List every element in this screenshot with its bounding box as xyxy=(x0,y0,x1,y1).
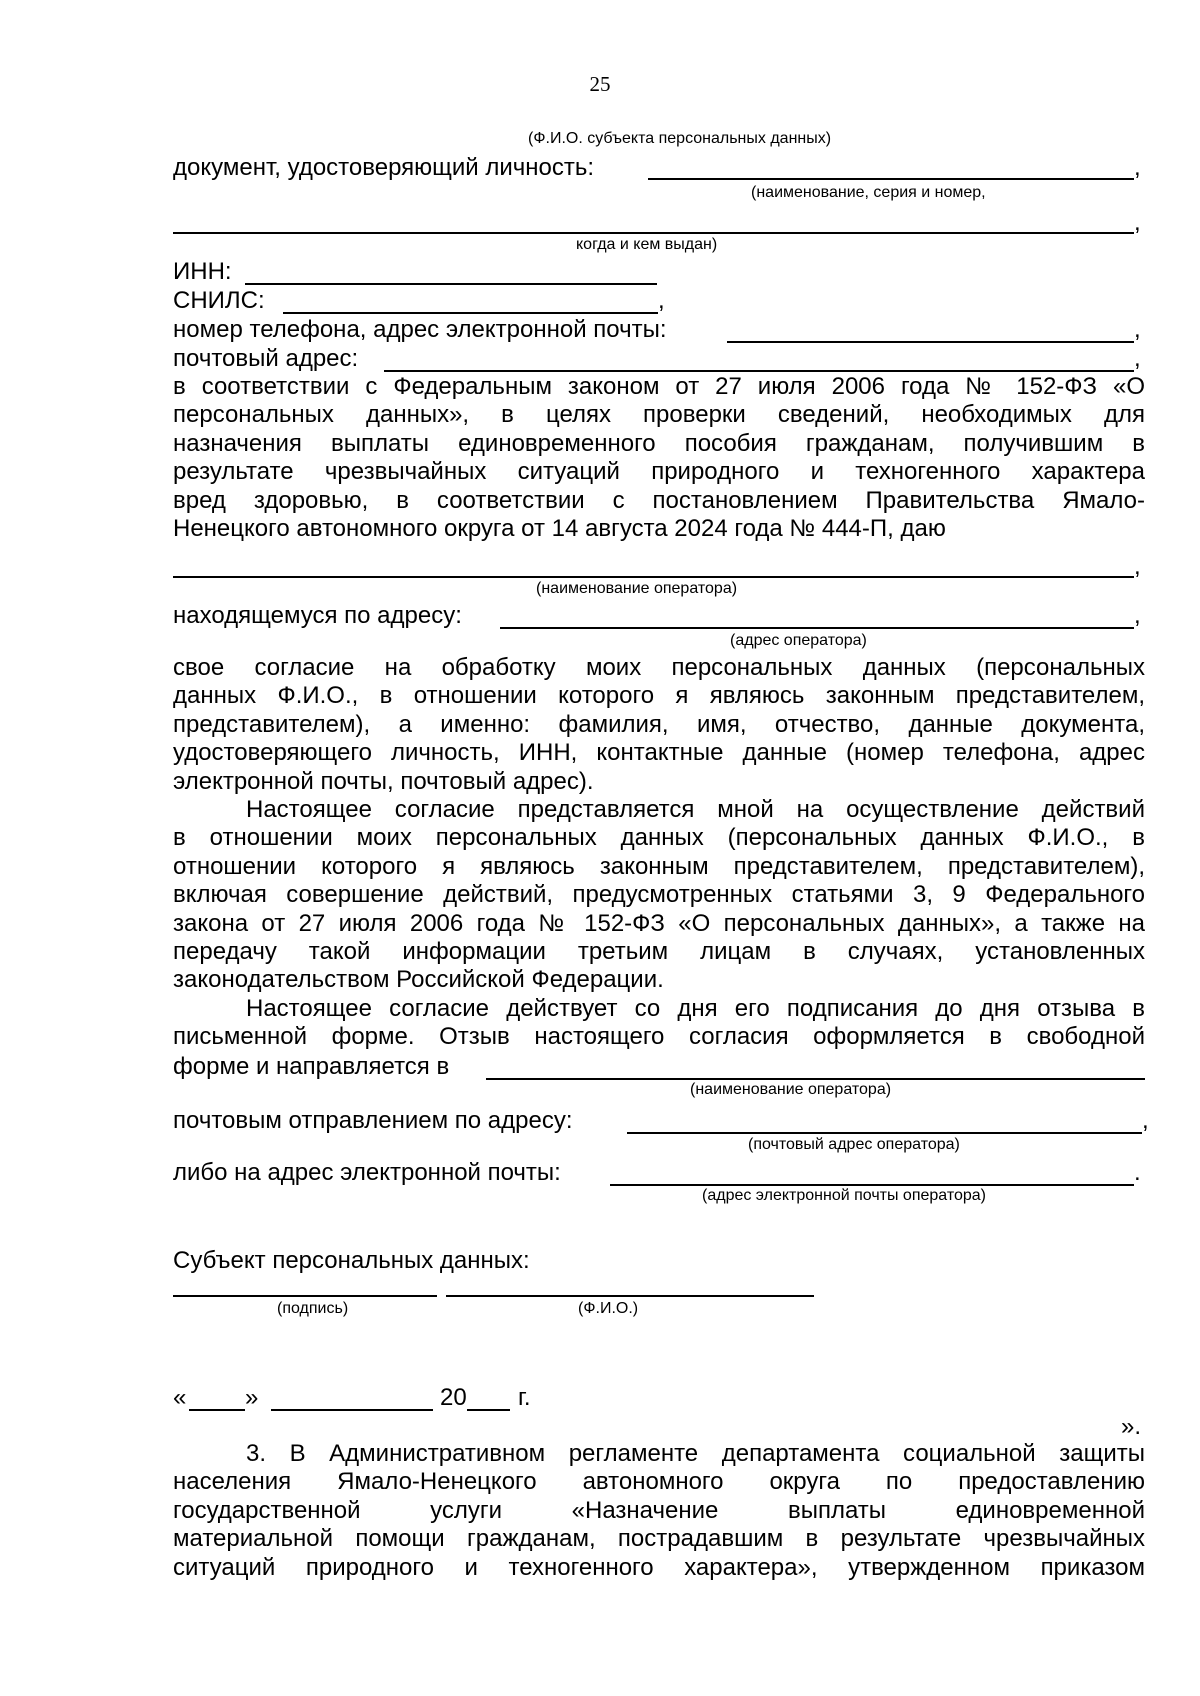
date-close-quote: » xyxy=(245,1384,259,1411)
text-line: свое согласие на обработку моих персональных данных (персональных xyxy=(173,654,1145,681)
fio-line[interactable] xyxy=(446,1295,814,1297)
operator-address-comma: , xyxy=(1134,602,1141,629)
text-line: передачу такой информации третьим лицам в случаях, установленных xyxy=(173,938,1145,966)
id-doc-line[interactable] xyxy=(648,178,1134,180)
send-to-operator-line[interactable] xyxy=(486,1078,1145,1080)
email-caption: (адрес электронной почты оператора) xyxy=(702,1187,987,1204)
text-line: закона от 27 июля 2006 года № 152-ФЗ «О персональных данных», а также на xyxy=(173,909,1145,937)
mail-caption: (почтовый адрес оператора) xyxy=(748,1136,960,1153)
text-line: Ненецкого автономного округа от 14 августа 2024 года № 444-П, даю xyxy=(173,515,946,543)
date-year-line[interactable] xyxy=(467,1409,510,1411)
text-line: материальной помощи гражданам, пострадавшим в результате чрезвычайных xyxy=(173,1525,1145,1553)
text-line: электронной почты, почтовый адрес). xyxy=(173,767,594,795)
page-number: 25 xyxy=(589,72,611,96)
text-line: 3. В Административном регламенте департамента социальной защиты xyxy=(246,1440,1145,1467)
text-line: населения Ямало-Ненецкого автономного округа по предоставлению xyxy=(173,1468,1145,1496)
date-year-suffix: г. xyxy=(518,1384,531,1411)
id-doc-comma: , xyxy=(1134,154,1141,181)
text-line: результате чрезвычайных ситуаций природного и техногенного характера xyxy=(173,458,1145,486)
text-line: законодательством Российской Федерации. xyxy=(173,966,664,994)
text-line: отношении которого я являюсь законным представителем, представителем), xyxy=(173,852,1145,880)
mail-label: почтовым отправлением по адресу: xyxy=(173,1107,573,1134)
email-period: . xyxy=(1134,1159,1141,1186)
closing-mark: ». xyxy=(1121,1413,1142,1440)
postal-label: почтовый адрес: xyxy=(173,345,359,372)
text-line: включая совершение действий, предусмотренных статьями 3, 9 Федерального xyxy=(173,881,1145,909)
mail-comma: , xyxy=(1142,1107,1149,1134)
email-label: либо на адрес электронной почты: xyxy=(173,1159,561,1186)
id-doc-comma-2: , xyxy=(1134,209,1141,236)
text-line: письменной форме. Отзыв настоящего согласия оформляется в свободной xyxy=(173,1023,1145,1051)
paragraph-consent-scope xyxy=(173,654,1145,796)
operator-address-label: находящемуся по адресу: xyxy=(173,602,462,629)
inn-label: ИНН: xyxy=(173,258,232,285)
operator-address-line[interactable] xyxy=(500,627,1134,629)
phone-label: номер телефона, адрес электронной почты: xyxy=(173,316,667,343)
snils-comma: , xyxy=(658,287,665,314)
send-to-caption: (наименование оператора) xyxy=(690,1081,892,1098)
signature-line[interactable] xyxy=(173,1295,437,1297)
operator-comma: , xyxy=(1134,553,1141,580)
text-line: Настоящее согласие представляется мной на осуществление действий xyxy=(246,796,1145,823)
inn-line[interactable] xyxy=(245,283,657,285)
paragraph-consent-actions xyxy=(173,796,1145,995)
date-open-quote: « xyxy=(173,1384,187,1411)
id-doc-label: документ, удостоверяющий личность: xyxy=(173,154,595,181)
text-line: представителем), а именно: фамилия, имя, отчество, данные документа, xyxy=(173,710,1145,738)
signature-caption: (подпись) xyxy=(277,1300,349,1317)
text-line: удостоверяющего личность, ИНН, контактные данные (номер телефона, адрес xyxy=(173,739,1145,767)
text-line: в соответствии с Федеральным законом от 27 июля 2006 года № 152-ФЗ «О xyxy=(173,373,1145,400)
date-day-line[interactable] xyxy=(189,1409,245,1411)
send-to-label: форме и направляется в xyxy=(173,1053,450,1080)
text-line: вред здоровью, в соответствии с постановлением Правительства Ямало- xyxy=(173,486,1145,514)
postal-comma: , xyxy=(1134,345,1141,372)
mail-address-line[interactable] xyxy=(627,1132,1142,1134)
postal-line[interactable] xyxy=(384,370,1134,372)
id-doc-line-2[interactable] xyxy=(173,232,1134,234)
phone-email-line[interactable] xyxy=(727,341,1134,343)
snils-line[interactable] xyxy=(283,312,658,314)
email-line[interactable] xyxy=(610,1184,1134,1186)
paragraph-section-3 xyxy=(173,1440,1145,1582)
id-doc-caption-2: когда и кем выдан) xyxy=(576,236,718,253)
paragraph-consent-validity xyxy=(173,995,1145,1052)
operator-name-caption: (наименование оператора) xyxy=(536,580,738,597)
text-line: Настоящее согласие действует со дня его подписания до дня отзыва в xyxy=(246,995,1145,1022)
fio-caption: (Ф.И.О. субъекта персональных данных) xyxy=(528,130,832,147)
date-month-line[interactable] xyxy=(271,1409,433,1411)
text-line: назначения выплаты единовременного пособия гражданам, получившим в xyxy=(173,429,1145,457)
snils-label: СНИЛС: xyxy=(173,287,265,314)
date-year-prefix: 20 xyxy=(440,1384,467,1411)
id-doc-caption-1: (наименование, серия и номер, xyxy=(751,184,986,201)
text-line: персональных данных», в целях проверки сведений, необходимых для xyxy=(173,401,1145,429)
paragraph-consent-basis xyxy=(173,373,1145,543)
text-line: государственной услуги «Назначение выплаты единовременной xyxy=(173,1496,1145,1524)
subject-label: Субъект персональных данных: xyxy=(173,1247,530,1274)
text-line: ситуаций природного и техногенного характера», утвержденном приказом xyxy=(173,1553,1145,1581)
operator-address-caption: (адрес оператора) xyxy=(730,632,867,649)
operator-name-line[interactable] xyxy=(173,576,1134,578)
phone-comma: , xyxy=(1134,316,1141,343)
fio-caption-bottom: (Ф.И.О.) xyxy=(578,1300,639,1317)
text-line: в отношении моих персональных данных (персональных данных Ф.И.О., в xyxy=(173,824,1145,852)
text-line: данных Ф.И.О., в отношении которого я являюсь законным представителем, xyxy=(173,682,1145,710)
